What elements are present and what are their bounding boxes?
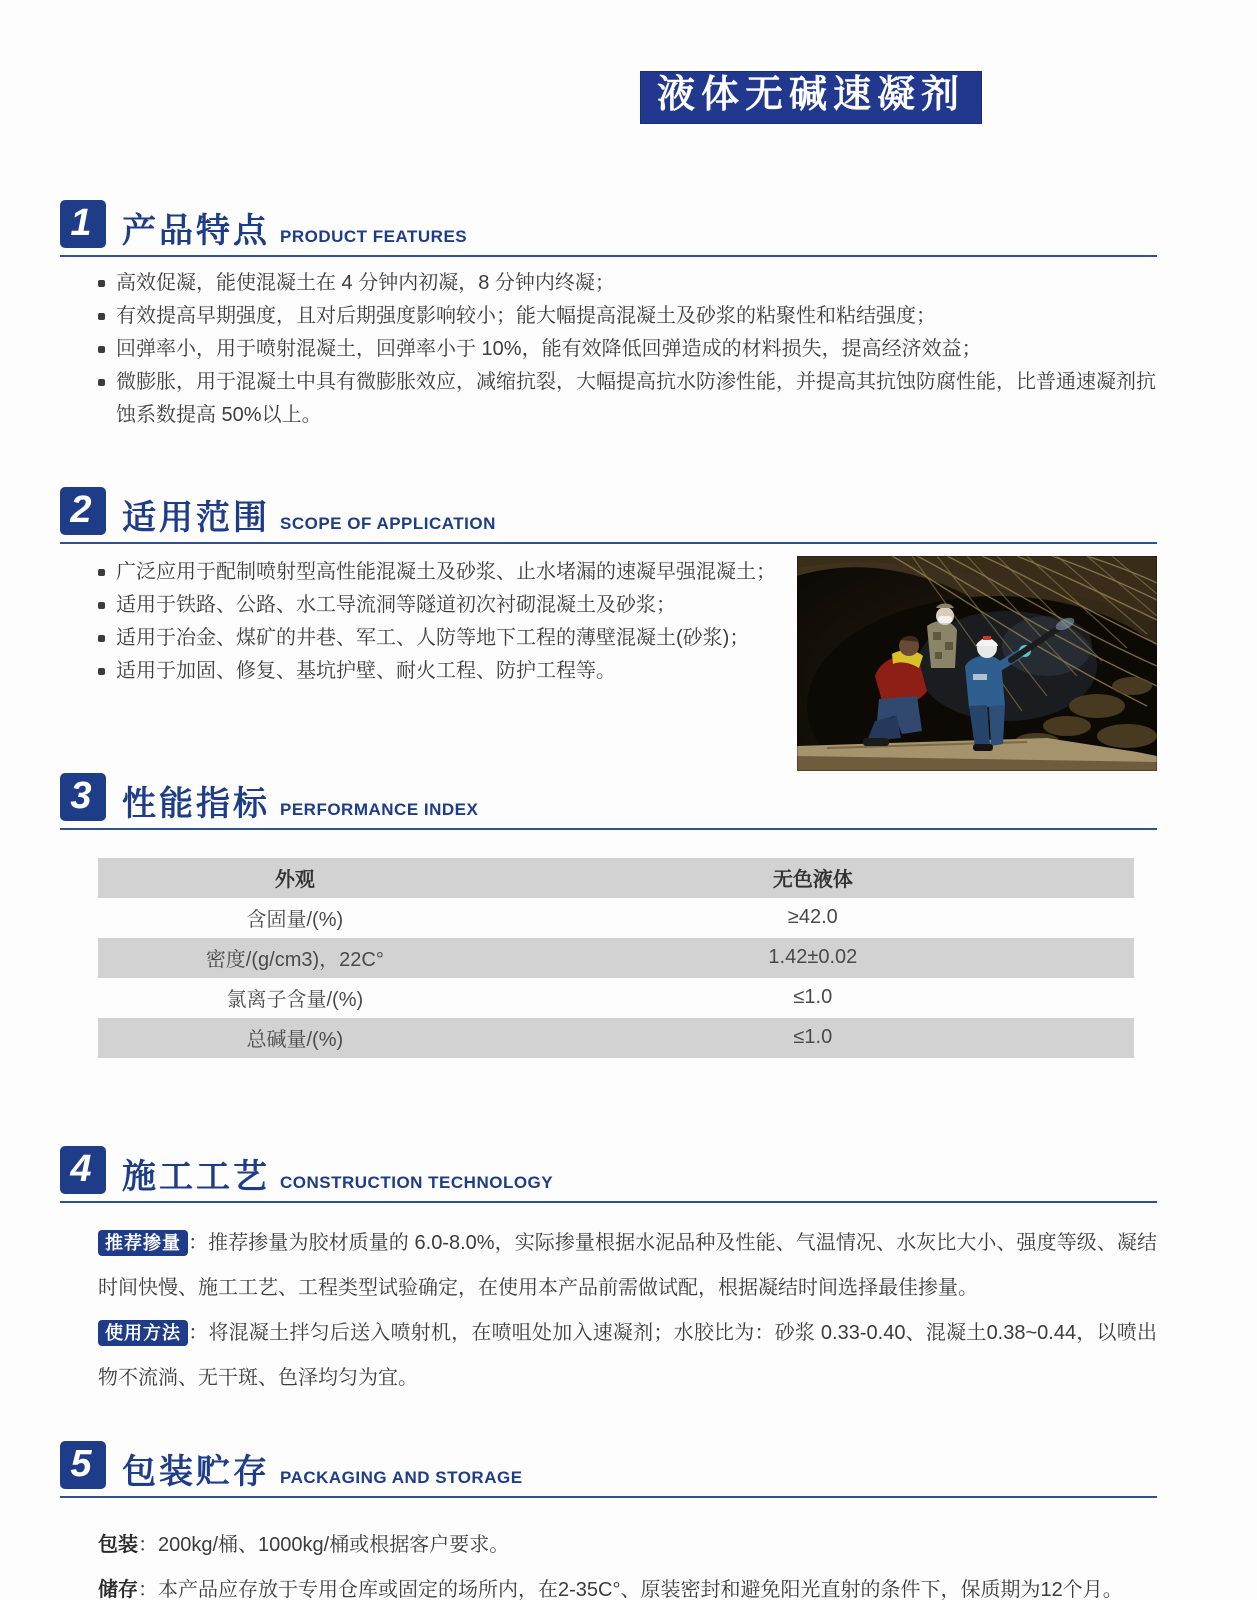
bullet-dot-icon bbox=[98, 635, 105, 642]
list-item-text: 回弹率小，用于喷射混凝土，回弹率小于 10%，能有效降低回弹造成的材料损失，提高经济效益； bbox=[116, 337, 982, 360]
list-item bbox=[98, 655, 789, 688]
section-3-title-cn: 性能指标 bbox=[122, 784, 270, 823]
scope-of-application-list bbox=[60, 556, 789, 771]
section-2-header bbox=[60, 487, 1157, 544]
section-scope-of-application bbox=[60, 487, 1157, 771]
section-2-title-cn: 适用范围 bbox=[122, 498, 270, 537]
table-header-row bbox=[98, 858, 1134, 898]
bullet-dot-icon bbox=[98, 569, 105, 576]
section-1-header bbox=[60, 200, 1157, 257]
section-1-title-en: PRODUCT FEATURES bbox=[280, 226, 468, 246]
performance-index-table bbox=[98, 858, 1134, 1058]
packaging-storage-text bbox=[60, 1523, 1157, 1600]
usage-method-text: ：将混凝土拌匀后送入喷射机，在喷咀处加入速凝剂；水胶比为：砂浆 0.33-0.40、混凝土0.38~0.44，以喷出物不流淌、无干斑、色泽均匀为宜。 bbox=[98, 1321, 1157, 1389]
section-1-title-cn: 产品特点 bbox=[122, 211, 270, 250]
storage-label: 储存 bbox=[98, 1578, 138, 1600]
section-packaging-storage bbox=[60, 1441, 1157, 1600]
packaging-line bbox=[98, 1523, 1157, 1568]
list-item bbox=[98, 556, 789, 589]
table-header-cell: 无色液体 bbox=[772, 869, 853, 892]
list-item-text: 适用于加固、修复、基坑护壁、耐火工程、防护工程等。 bbox=[116, 659, 616, 682]
recommended-dosage-text: ：推荐掺量为胶材质量的 6.0-8.0%，实际掺量根据水泥品种及性能、气温情况、水灰比大小、强度等级、凝结时间快慢、施工工艺、工程类型试验确定，在使用本产品前需做试配，根据凝结时间选择最佳掺量。 bbox=[98, 1231, 1157, 1299]
bullet-dot-icon bbox=[98, 602, 105, 609]
list-item bbox=[98, 589, 789, 622]
list-item bbox=[98, 333, 1157, 366]
bullet-dot-icon bbox=[98, 313, 105, 320]
section-performance-index bbox=[60, 773, 1157, 1058]
table-row bbox=[98, 898, 1134, 938]
bullet-dot-icon bbox=[98, 379, 105, 386]
section-construction-technology bbox=[60, 1146, 1157, 1401]
list-item bbox=[98, 267, 1157, 300]
table-cell: ≤1.0 bbox=[793, 1026, 833, 1049]
section-5-number-badge: 5 bbox=[60, 1441, 106, 1489]
list-item-text: 适用于铁路、公路、水工导流洞等隧道初次衬砌混凝土及砂浆； bbox=[116, 593, 676, 616]
table-header-cell: 外观 bbox=[274, 869, 315, 892]
table-cell: ≥42.0 bbox=[787, 906, 838, 929]
construction-technology-text bbox=[60, 1221, 1157, 1401]
table-row bbox=[98, 978, 1134, 1018]
list-item-text: 适用于冶金、煤矿的井巷、军工、人防等地下工程的薄壁混凝土(砂浆)； bbox=[116, 626, 750, 649]
list-item-text: 有效提高早期强度，且对后期强度影响较小；能大幅提高混凝土及砂浆的粘聚性和粘结强度； bbox=[116, 304, 936, 327]
section-5-title-en: PACKAGING AND STORAGE bbox=[280, 1467, 523, 1487]
title-row bbox=[0, 0, 1257, 123]
table-cell: 含固量/(%) bbox=[246, 909, 344, 932]
section-3-title-en: PERFORMANCE INDEX bbox=[280, 799, 479, 819]
table-cell: 1.42±0.02 bbox=[768, 946, 858, 969]
recommended-dosage-badge: 推荐掺量 bbox=[98, 1230, 188, 1256]
content-column bbox=[0, 200, 1257, 1600]
tunnel-construction-photo bbox=[797, 556, 1157, 771]
section-5-header bbox=[60, 1441, 1157, 1498]
table-cell: 总碱量/(%) bbox=[246, 1029, 344, 1052]
scope-content-row bbox=[60, 556, 1157, 771]
section-4-header bbox=[60, 1146, 1157, 1203]
list-item-text: 广泛应用于配制喷射型高性能混凝土及砂浆、止水堵漏的速凝早强混凝土； bbox=[116, 560, 776, 583]
page-title: 液体无碱速凝剂 bbox=[641, 72, 981, 123]
table-cell: 密度/(g/cm3)，22C° bbox=[205, 949, 384, 972]
storage-line bbox=[98, 1568, 1157, 1600]
storage-text: ：本产品应存放于专用仓库或固定的场所内，在2-35C°、原装密封和避免阳光直射的条件下，保质期为12个月。 bbox=[138, 1578, 1123, 1600]
section-2-title-en: SCOPE OF APPLICATION bbox=[280, 513, 496, 533]
section-1-number-badge: 1 bbox=[60, 200, 106, 248]
list-item-text: 高效促凝，能使混凝土在 4 分钟内初凝，8 分钟内终凝； bbox=[116, 271, 615, 294]
section-3-header bbox=[60, 773, 1157, 830]
section-5-title-cn: 包装贮存 bbox=[122, 1452, 270, 1491]
list-item bbox=[98, 622, 789, 655]
packaging-text: ：200kg/桶、1000kg/桶或根据客户要求。 bbox=[138, 1533, 510, 1556]
section-product-features bbox=[60, 200, 1157, 432]
table-row bbox=[98, 938, 1134, 978]
usage-method-paragraph bbox=[98, 1311, 1157, 1401]
bullet-dot-icon bbox=[98, 346, 105, 353]
product-features-list bbox=[60, 267, 1157, 432]
list-item-text: 微膨胀，用于混凝土中具有微膨胀效应，减缩抗裂，大幅提高抗水防渗性能，并提高其抗蚀防腐性能，比普通速凝剂抗蚀系数提高 50%以上。 bbox=[116, 370, 1156, 426]
packaging-label: 包装 bbox=[98, 1533, 138, 1556]
section-4-title-cn: 施工工艺 bbox=[122, 1157, 270, 1196]
usage-method-badge: 使用方法 bbox=[98, 1320, 188, 1346]
section-4-title-en: CONSTRUCTION TECHNOLOGY bbox=[280, 1172, 554, 1192]
tunnel-photo-graphic bbox=[797, 556, 1157, 771]
table-cell: ≤1.0 bbox=[793, 986, 833, 1009]
table-row bbox=[98, 1018, 1134, 1058]
bullet-dot-icon bbox=[98, 668, 105, 675]
section-4-number-badge: 4 bbox=[60, 1146, 106, 1194]
recommended-dosage-paragraph bbox=[98, 1221, 1157, 1311]
section-2-number-badge: 2 bbox=[60, 487, 106, 535]
bullet-dot-icon bbox=[98, 280, 105, 287]
list-item bbox=[98, 300, 1157, 333]
list-item bbox=[98, 366, 1157, 432]
section-3-number-badge: 3 bbox=[60, 773, 106, 821]
table-cell: 氯离子含量/(%) bbox=[226, 989, 364, 1012]
